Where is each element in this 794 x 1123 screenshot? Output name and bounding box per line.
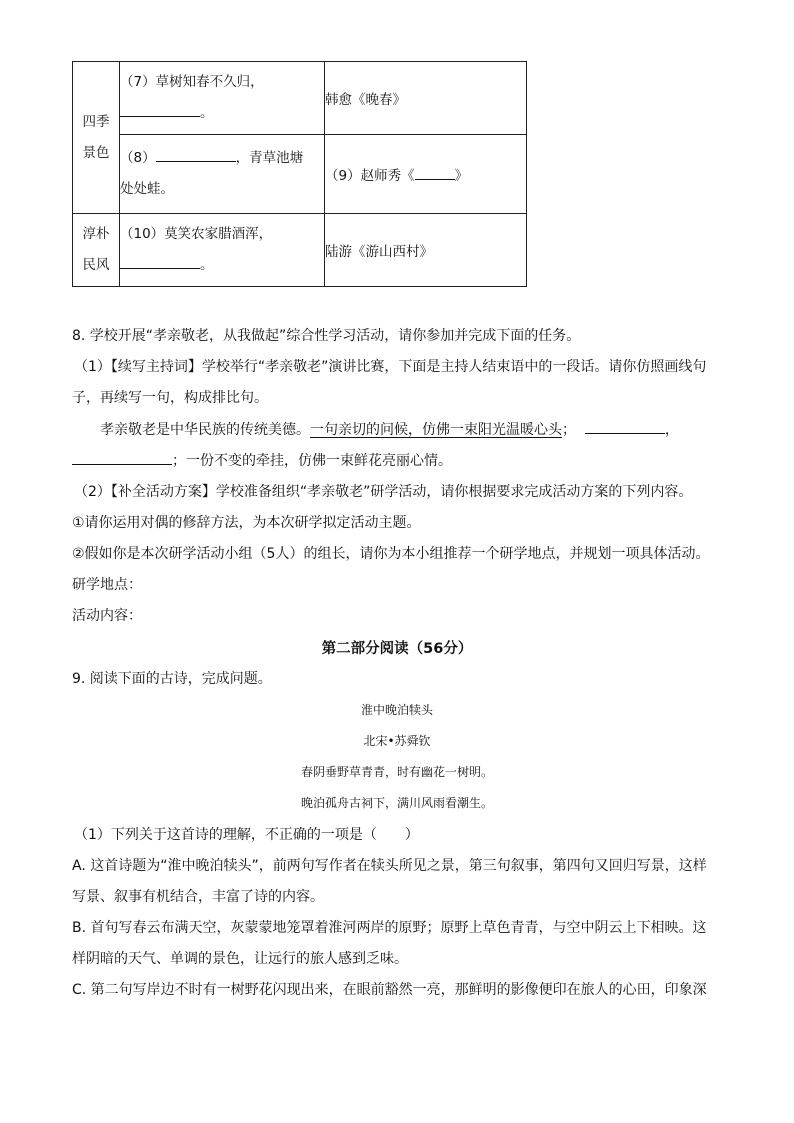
- source-cell-7: 韩愈《晚春》: [325, 62, 527, 135]
- verse-prefix: （10）莫笑农家腊酒浑，: [120, 226, 273, 242]
- source-cell-10: 陆游《游山西村》: [325, 214, 527, 287]
- answer-blank-8[interactable]: [156, 160, 236, 162]
- option-a-line1: A. 这首诗题为“淮中晚泊犊头”，前两句写作者在犊头所见之景，第三句叙事，第四句又回归写景，这样: [72, 858, 707, 874]
- answer-blank-10[interactable]: [120, 267, 200, 269]
- poetry-fill-table: [72, 61, 527, 287]
- question-9-stem: 9. 阅读下面的古诗，完成问题。: [72, 671, 272, 687]
- verse-cell-7: [120, 62, 325, 135]
- answer-blank-7[interactable]: [120, 115, 200, 117]
- passage-text: 孝亲敬老是中华民族的传统美德。: [100, 422, 310, 438]
- category-label: 淳朴: [82, 226, 110, 242]
- verse-prefix: （7）草树知春不久归，: [120, 74, 264, 90]
- option-a-line2: 写景、叙事有机结合，丰富了诗的内容。: [72, 889, 324, 905]
- q8-passage-line2: [72, 451, 452, 471]
- category-cell-seasons: [73, 62, 120, 214]
- category-label: 景色: [82, 144, 110, 161]
- question-8-stem: 8. 学校开展“孝亲敬老，从我做起”综合性学习活动，请你参加并完成下面的任务。: [72, 328, 581, 344]
- category-cell-customs: [73, 214, 120, 287]
- q8-sub1-line1: （1）【续写主持词】学校举行“孝亲敬老”演讲比赛，下面是主持人结束语中的一段话。请你仿照画线句: [74, 359, 707, 375]
- q8-item2: ②假如你是本次研学活动小组（5人）的组长，请你为本小组推荐一个研学地点，并规划一项具体活动。: [72, 546, 710, 562]
- category-label: 民风: [82, 257, 110, 273]
- activity-label: 活动内容：: [72, 608, 142, 624]
- verse-prefix: （8）: [120, 150, 156, 166]
- continuation-blank-2[interactable]: [72, 463, 172, 465]
- source-cell-9: [325, 135, 527, 214]
- q8-item1: ①请你运用对偶的修辞方法，为本次研学拟定活动主题。: [72, 515, 421, 531]
- underlined-sentence: 一句亲切的问候，仿佛一束阳光温暖心头: [310, 422, 562, 438]
- verse-suffix: 。: [200, 105, 214, 121]
- poem-author: 北宋•苏舜钦: [363, 734, 431, 748]
- location-label: 研学地点：: [72, 577, 142, 593]
- answer-blank-9[interactable]: [415, 178, 455, 180]
- q9-sub1: （1）下列关于这首诗的理解，不正确的一项是（ ）: [74, 827, 419, 843]
- q8-sub1-line2: 子，再续写一句，构成排比句。: [72, 390, 268, 406]
- verse-cell-10: [120, 214, 325, 287]
- q8-sub2: （2）【补全活动方案】学校准备组织“孝亲敬老”研学活动，请你根据要求完成活动方案的下列内容。: [74, 484, 693, 500]
- continuation-blank-1[interactable]: [585, 432, 665, 434]
- passage-comma: ，: [664, 422, 679, 438]
- option-b-line1: B. 首句写春云布满天空，灰蒙蒙地笼罩着淮河两岸的原野；原野上草色青青，与空中阴云上下相映。这: [72, 920, 707, 936]
- poem-line-2: 晚泊孤舟古祠下，满川风雨看潮生。: [300, 796, 493, 810]
- poem-line-1: 春阴垂野草青青，时有幽花一树明。: [300, 765, 493, 779]
- passage-text: ；一份不变的牵挂，仿佛一束鲜花亮丽心情。: [172, 453, 452, 469]
- verse-cell-8: [120, 135, 325, 214]
- source-suffix: 》: [454, 168, 469, 184]
- option-b-line2: 样阴暗的天气、单调的景色，让远行的旅人感到乏味。: [72, 951, 408, 967]
- poem-title: 淮中晚泊犊头: [360, 703, 433, 717]
- q8-passage-line1: [100, 420, 679, 440]
- verse-suffix: ，青草池塘: [235, 150, 304, 166]
- passage-separator: ；: [562, 422, 576, 438]
- verse-suffix: 。: [200, 257, 214, 273]
- option-c-line1: C. 第二句写岸边不时有一树野花闪现出来，在眼前豁然一亮，那鲜明的影像便印在旅人的心田，印象深: [72, 982, 707, 998]
- source-prefix: （9）赵师秀《: [325, 168, 415, 184]
- verse-suffix-2: 处处蛙。: [120, 181, 174, 197]
- category-label: 四季: [82, 113, 110, 130]
- section-title: 第二部分阅读（56分）: [321, 641, 473, 657]
